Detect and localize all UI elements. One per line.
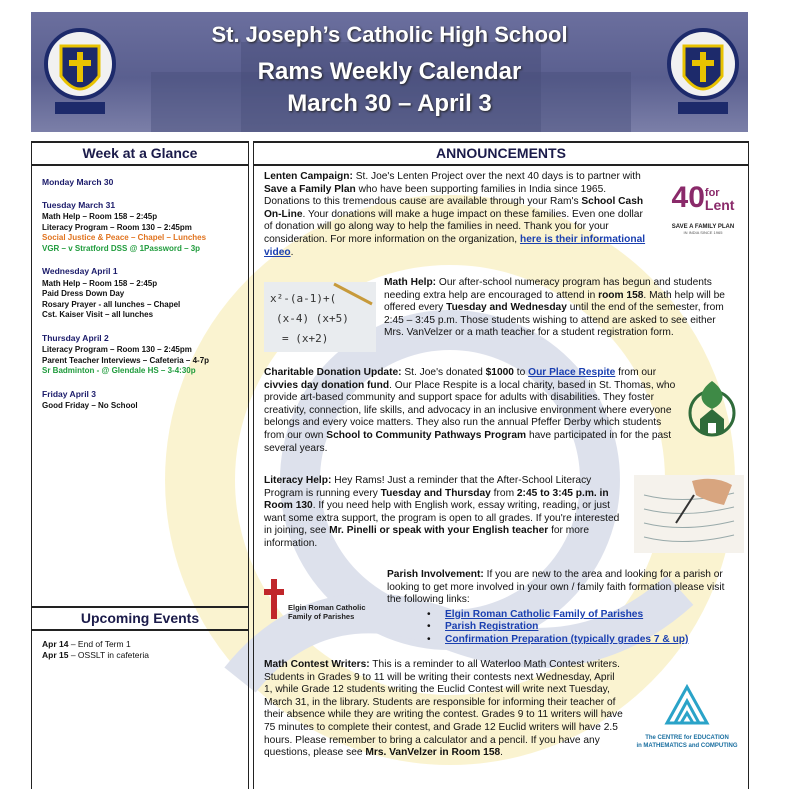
school-name: St. Joseph’s Catholic High School — [211, 22, 568, 47]
day-group — [42, 333, 242, 377]
math-contest-writers: Math Contest Writers: This is a reminder to all Waterloo Math Contest writers. Students in Grades 9 to 11 will be writing their contests next Wednesday, April 1, while Grade 12 students writing the Euclid Contest will write next Tuesday, March 31, in the library. Students are responsible for informing their teacher of their absence while they are writing the contest. Grades 9 to 11 writers will have 75 minutes to complete their contest, and Grade 12 Euclid writers will have 2.5 hours. Please remember to bring a calculator and a pencil. If you have any questions, please see Mrs. VanVelzer in Room 158. — [264, 659, 623, 759]
day-label: Thursday April 2 — [42, 332, 109, 343]
event-item: Sr Badminton - @ Glendale HS – 3-4:30p — [42, 366, 196, 375]
math-help: Math Help: Our after-school numeracy program has begun and students needing extra help are encouraged to attend in room 158. Math help will be offered every Tuesday and Wednesday until the end of the semester, from 2:45 – 3:45 p.m. Those students wishing to attend are asked to see either Mrs. VanVelzer or a math teacher for a student registration form. — [384, 277, 725, 339]
svg-text:= (x+2): = (x+2) — [282, 332, 329, 345]
charitable-donation: Charitable Donation Update: St. Joe's donated $1000 to Our Place Respite from our civvies day donation fund. Our Place Respite is a local charity, based in St. Thomas, who provide art-based community and support space for adults with disabilities. They foster creativity, connection, life skills, and advocacy in an inclusive environment where everyone belongs and every voice matters. They also run the annual Pfeffer Derby which students from our own School to Community Pathways Program have participated in for the past several years. — [264, 367, 676, 454]
math-worksheet-image — [264, 282, 376, 352]
literacy-help: Literacy Help: Hey Rams! Just a reminder that the After-School Literacy Program is running every Tuesday and Thursday from 2:45 to 3:45 p.m. in Room 130. If you need help with English work, essay writing, reading, or just want some extra support, the program is open to all grades. If you're interested in joining, see Mr. Pinelli or speak with your English teacher for more information. — [264, 475, 620, 549]
parish-link[interactable]: Confirmation Preparation (typically grades 7 & up) — [445, 633, 689, 645]
event-item: Paid Dress Down Day — [42, 289, 125, 298]
announcements-column — [253, 141, 749, 789]
school-crest-icon — [664, 24, 742, 120]
week-heading: Week at a Glance — [32, 141, 248, 166]
day-label: Friday April 3 — [42, 388, 97, 399]
week-at-a-glance-column — [31, 141, 249, 789]
house-leaf-icon — [686, 373, 738, 445]
day-label: Tuesday March 31 — [42, 199, 116, 210]
event-item: Parent Teacher Interviews – Cafeteria – 4-7p — [42, 355, 210, 365]
upcoming-events — [32, 606, 248, 669]
event-item: Social Justice & Peace – Chapel – Lunches — [42, 233, 207, 242]
calendar-title: Rams Weekly Calendar — [257, 58, 522, 85]
day-group — [42, 200, 242, 255]
svg-text:x²-(a-1)+(: x²-(a-1)+( — [270, 292, 337, 305]
event-item: Cst. Kaiser Visit – all lunches — [42, 310, 154, 319]
cemc-logo: The CENTRE for EDUCATION in MATHEMATICS and COMPUTING — [632, 683, 742, 761]
event-item: Math Help – Room 158 – 2:45p — [42, 212, 158, 221]
day-group — [42, 266, 242, 321]
upcoming-list — [32, 631, 248, 669]
day-group — [42, 177, 242, 188]
writing-hand-image — [634, 475, 744, 553]
our-place-respite-link[interactable]: Our Place Respite — [528, 367, 616, 378]
header-banner — [31, 12, 748, 132]
parish-links — [427, 609, 737, 647]
upcoming-heading: Upcoming Events — [32, 606, 248, 631]
parish-link[interactable]: Elgin Roman Catholic Family of Parishes — [445, 608, 644, 620]
forty-for-lent-logo: 40for Lent SAVE A FAMILY PLAN IN INDIA SINCE 1965 — [671, 181, 735, 235]
event-item: Good Friday – No School — [42, 401, 138, 410]
list-item: Apr 14 – End of Term 1 — [42, 639, 131, 649]
week-list — [42, 177, 242, 424]
announcements-heading: ANNOUNCEMENTS — [254, 141, 748, 166]
elgin-parishes-logo: Elgin Roman Catholic Family of Parishes — [264, 579, 374, 631]
event-item: Rosary Prayer - all lunches – Chapel — [42, 299, 181, 309]
list-item: Apr 15 – OSSLT in cafeteria — [42, 650, 149, 660]
day-label: Monday March 30 — [42, 177, 114, 187]
lenten-campaign: Lenten Campaign: St. Joe's Lenten Project over the next 40 days is to partner with Save a Family Plan who have been supporting families in India since 1965. Donations to this tremendous cause are available through your Ram's School Cash On-Line. Your donations will make a huge impact on these families. Even one dollar of donation will go along way to help the families in need. Thank you for your consideration. For more information on the organization, here is their informational video. — [264, 171, 646, 258]
parish-involvement: Parish Involvement: If you are new to the area and looking for a parish or looking to get more involved in your own / family faith formation please visit the following links: • Elgin Roman Catholic Family of Parishes • Parish Registration • Confirmation Preparation (typically grades 7 & up) — [387, 569, 737, 647]
video-link[interactable]: here is their informational video — [264, 233, 646, 258]
calendar-dates: March 30 – April 3 — [287, 90, 492, 117]
svg-text:(x-4) (x+5): (x-4) (x+5) — [276, 312, 349, 325]
event-item: Literacy Program – Room 130 – 2:45pm — [42, 222, 192, 232]
parish-link[interactable]: Parish Registration — [445, 621, 539, 633]
event-item: Math Help – Room 158 – 2:45p — [42, 278, 158, 288]
day-label: Wednesday April 1 — [42, 266, 118, 276]
day-group — [42, 389, 242, 412]
event-item: Literacy Program – Room 130 – 2:45pm — [42, 345, 192, 354]
event-item: VGR – v Stratford DSS @ 1Password – 3p — [42, 243, 201, 253]
